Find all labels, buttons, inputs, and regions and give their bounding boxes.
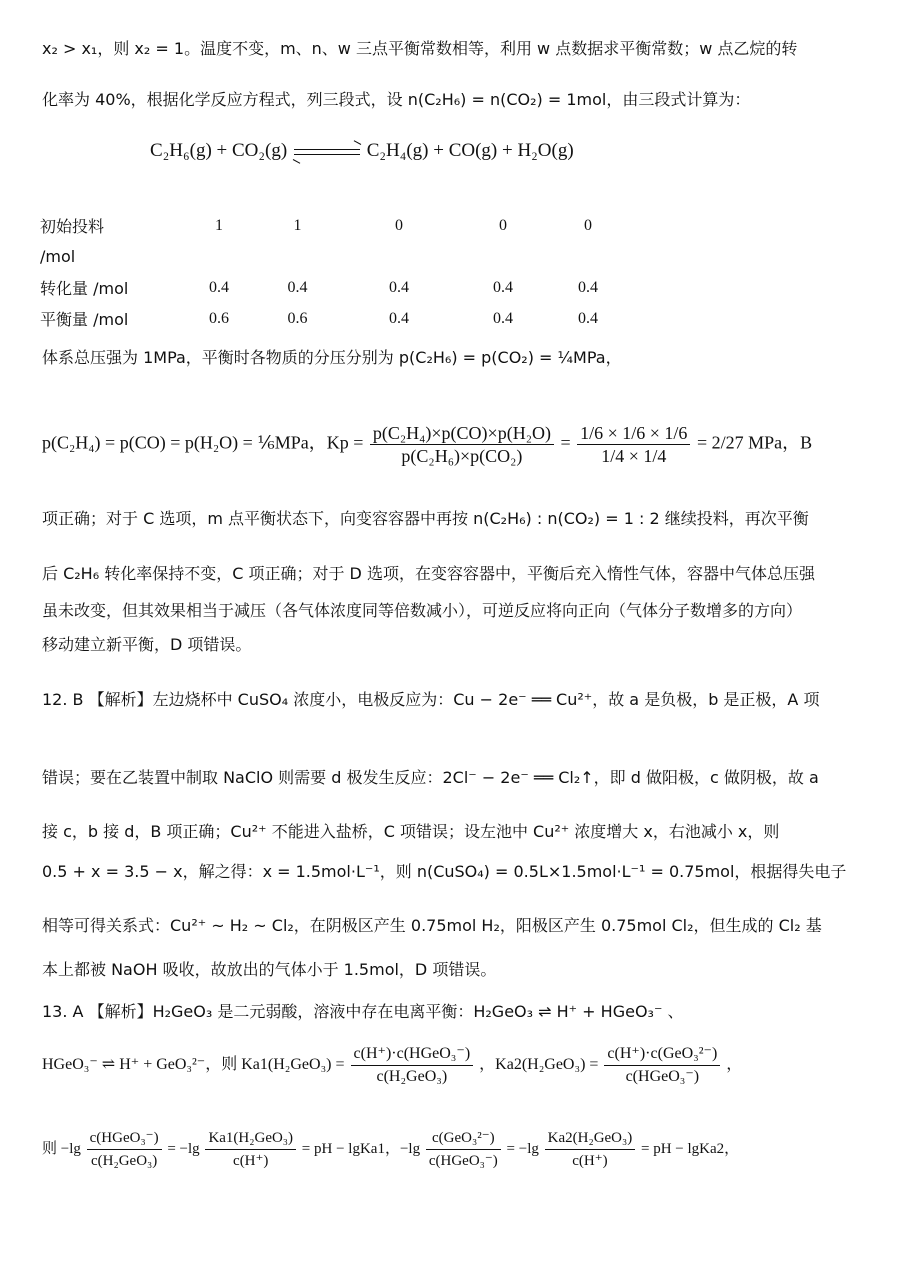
ice-cell: [250, 241, 345, 272]
ice-row: [40, 303, 623, 334]
ice-row-label: /mol: [40, 247, 76, 266]
operator: = −lg: [167, 1140, 200, 1157]
lg-lead: 则 −lg: [42, 1140, 81, 1157]
equation-left: C₂H₆(g) + CO₂(g): [150, 140, 288, 161]
fraction-numerator: c(H⁺)·c(HGeO₃⁻): [351, 1043, 474, 1066]
equilibrium-arrow-icon: [292, 144, 362, 160]
ka2-fraction: [604, 1043, 720, 1088]
ice-cell: 0: [499, 216, 507, 234]
ice-cell: 0.6: [209, 309, 229, 327]
ice-cell: 0.4: [209, 278, 229, 296]
ka1-lead: HGeO₃⁻ ⇌ H⁺ + GeO₃²⁻，则 Ka1(H₂GeO₃) =: [42, 1056, 345, 1074]
lg-fraction-4: [545, 1127, 636, 1172]
kp-result: = 2/27 MPa，B: [696, 432, 813, 453]
text-line: 虽未改变，但其效果相当于减压（各气体浓度同等倍数减小），可逆反应将向正向（气体分子数增多的方向）: [42, 601, 803, 620]
ka-expression: [42, 1043, 742, 1088]
ka1-fraction: [351, 1043, 474, 1088]
fraction-numerator: Ka1(H₂GeO₃): [205, 1127, 296, 1150]
fraction-denominator: c(H⁺): [233, 1153, 269, 1169]
fraction-denominator: c(H₂GeO₃): [90, 1153, 158, 1169]
operator: = pH − lgKa1，−lg: [301, 1140, 421, 1157]
text-line: 相等可得关系式：Cu²⁺ ~ H₂ ~ Cl₂，在阴极区产生 0.75mol H₂，阳极区产生 0.75mol Cl₂，但生成的 Cl₂ 基: [42, 916, 822, 935]
ice-row: [40, 241, 623, 272]
text-line: 化率为 40%，根据化学反应方程式，列三段式，设 n(C₂H₆) = n(CO₂) = 1mol，由三段式计算为：: [42, 90, 751, 109]
kp-fraction: [370, 422, 554, 467]
ice-row-label: 平衡量 /mol: [40, 310, 129, 329]
ice-cell: [553, 241, 623, 272]
fraction-denominator: 1/4 × 1/4: [601, 446, 667, 466]
ice-row-label: 初始投料: [40, 217, 105, 236]
ice-cell: 0.4: [493, 309, 513, 327]
text-line: 后 C₂H₆ 转化率保持不变，C 项正确；对于 D 选项，在变容容器中，平衡后充入惰性气体，容器中气体总压强: [42, 564, 815, 583]
ice-cell: [453, 241, 553, 272]
kp-expression: p(C₂H₄) = p(CO) = p(H₂O) = ⅙MPa，Kp = $\frac{\text{p(C₂H₄)×p(CO)×p(H₂O)}}{\text{p(C₂H₆)×p(CO₂)}}$ = $\frac{1/6 \times 1/6 \times 1/6}{1/4 \times 1/4}$ = 2/27 MPa，B: [42, 423, 813, 466]
operator: = pH − lgKa2，: [641, 1140, 740, 1157]
equation-right: C₂H₄(g) + CO(g) + H₂O(g): [366, 140, 574, 161]
fraction-denominator: c(HGeO₃⁻): [625, 1068, 700, 1085]
fraction-denominator: c(H₂GeO₃): [376, 1068, 448, 1085]
ice-cell: 0.4: [287, 278, 308, 296]
lg-fraction-2: [205, 1127, 296, 1172]
text-line: 12. B 【解析】左边烧杯中 CuSO₄ 浓度小，电极反应为：Cu − 2e⁻ ══ Cu²⁺，故 a 是负极，b 是正极，A 项: [42, 690, 820, 709]
ice-cell: 0.4: [389, 309, 409, 327]
lg-fraction-3: [426, 1127, 501, 1172]
text-line: x₂ > x₁，则 x₂ = 1。温度不变，m、n、w 三点平衡常数相等，利用 w 点数据求平衡常数；w 点乙烷的转: [42, 39, 798, 58]
fraction-denominator: p(C₂H₆)×p(CO₂): [401, 446, 523, 466]
lg-fraction-1: [87, 1127, 162, 1172]
ice-cell: 0: [395, 216, 403, 234]
kp-value-fraction: [577, 422, 690, 467]
ice-cell: 1: [215, 216, 223, 234]
text-line: 移动建立新平衡，D 项错误。: [42, 635, 252, 654]
ice-cell: 1: [293, 216, 302, 234]
text-line: 接 c，b 接 d，B 项正确；Cu²⁺ 不能进入盐桥，C 项错误；设左池中 Cu²⁺ 浓度增大 x，右池减小 x，则: [42, 822, 780, 841]
ice-table: [40, 210, 623, 334]
ice-cell: 0.6: [287, 309, 308, 327]
fraction-numerator: Ka2(H₂GeO₃): [545, 1127, 636, 1150]
ice-cell: 0.4: [493, 278, 513, 296]
fraction-numerator: c(H⁺)·c(GeO₃²⁻): [604, 1043, 720, 1066]
lg-expression: [42, 1127, 739, 1172]
ice-row: [40, 210, 623, 241]
fraction-denominator: c(HGeO₃⁻): [428, 1153, 498, 1169]
fraction-numerator: c(HGeO₃⁻): [87, 1127, 162, 1150]
text-line: 0.5 + x = 3.5 − x，解之得：x = 1.5mol·L⁻¹，则 n(CuSO₄) = 0.5L×1.5mol·L⁻¹ = 0.75mol，根据得失电子: [42, 862, 847, 881]
ice-cell: 0.4: [389, 278, 409, 296]
punctuation: ，: [726, 1056, 743, 1074]
text-line: 本上都被 NaOH 吸收，故放出的气体小于 1.5mol，D 项错误。: [42, 960, 497, 979]
operator: = −lg: [506, 1140, 539, 1157]
fraction-denominator: c(H⁺): [572, 1153, 608, 1169]
fraction-numerator: c(GeO₃²⁻): [426, 1127, 501, 1150]
text-line: 项正确；对于 C 选项，m 点平衡状态下，向变容容器中再按 n(C₂H₆) : n(CO₂) = 1 : 2 继续投料，再次平衡: [42, 509, 809, 528]
ice-cell: 0: [584, 216, 592, 234]
ice-cell: [188, 241, 250, 272]
ice-cell: 0.4: [578, 278, 598, 296]
ka2-lead: ，Ka2(H₂GeO₃) =: [479, 1056, 599, 1074]
reaction-equation: [150, 140, 574, 162]
ice-row-label: 转化量 /mol: [40, 279, 129, 298]
fraction-numerator: 1/6 × 1/6 × 1/6: [577, 422, 690, 445]
ice-cell: 0.4: [578, 309, 598, 327]
text-line: 体系总压强为 1MPa，平衡时各物质的分压分别为 p(C₂H₆) = p(CO₂) = ¼MPa，: [42, 348, 622, 367]
text-line: 错误；要在乙装置中制取 NaClO 则需要 d 极发生反应：2Cl⁻ − 2e⁻ ══ Cl₂↑，即 d 做阳极，c 做阴极，故 a: [42, 768, 819, 787]
text-line: 13. A 【解析】H₂GeO₃ 是二元弱酸，溶液中存在电离平衡：H₂GeO₃ ⇌ H⁺ + HGeO₃⁻ 、: [42, 1002, 684, 1021]
fraction-numerator: p(C₂H₄)×p(CO)×p(H₂O): [370, 422, 554, 445]
kp-lead: p(C₂H₄) = p(CO) = p(H₂O) = ⅙MPa，Kp =: [42, 432, 364, 453]
ice-cell: [345, 241, 453, 272]
ice-row: [40, 272, 623, 303]
